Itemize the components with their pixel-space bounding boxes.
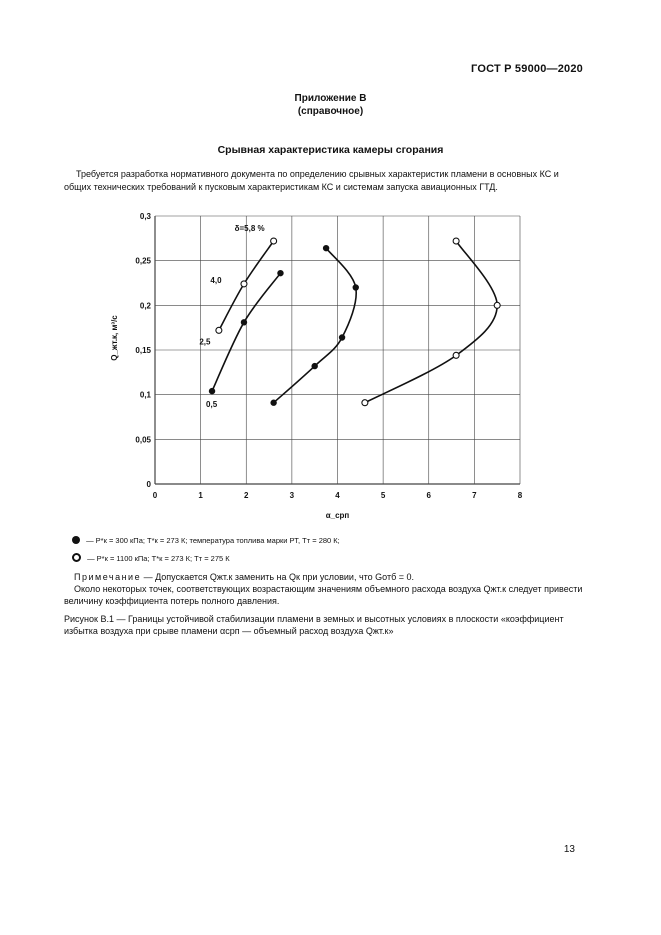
y-tick-label: 0 <box>146 480 151 489</box>
y-tick-label: 0,3 <box>139 212 151 221</box>
data-point-open <box>241 281 247 287</box>
y-axis-label: Q_жт.к, м³/с <box>110 315 119 361</box>
appendix-subtitle: (справочное) <box>297 106 364 117</box>
x-tick-label: 4 <box>335 491 340 500</box>
x-tick-label: 2 <box>244 491 249 500</box>
y-tick-label: 0,15 <box>135 346 151 355</box>
x-tick-label: 1 <box>198 491 203 500</box>
data-point-filled <box>270 400 276 406</box>
x-tick-label: 8 <box>517 491 523 500</box>
y-tick-label: 0,2 <box>139 301 151 311</box>
series-line <box>365 241 497 403</box>
legend-item-filled <box>72 536 340 545</box>
open-circle-icon <box>72 553 81 562</box>
x-tick-label: 3 <box>289 491 295 500</box>
data-point-filled <box>323 245 329 251</box>
annotation-label: 0,5 <box>206 400 218 410</box>
data-point-open <box>453 352 459 358</box>
data-point-filled <box>353 284 359 290</box>
note-line-2: Около некоторых точек, соответствующих возрастающим значениям объемного расхода воздуха Qжт.к следует привести величину коэффициента потерь полного давления. <box>64 584 583 606</box>
note <box>64 571 588 607</box>
note-label: Примечание <box>74 572 142 582</box>
data-point-open <box>216 327 222 333</box>
page-number: 13 <box>563 844 575 855</box>
x-tick-label: 0 <box>152 491 158 500</box>
data-point-filled <box>311 363 317 369</box>
data-point-open <box>362 400 368 406</box>
data-point-open <box>271 238 277 244</box>
annotation-label: 2,5 <box>199 337 211 347</box>
x-tick-label: 6 <box>426 491 431 500</box>
data-point-open <box>453 238 459 244</box>
figure-caption: Рисунок В.1 — Границы устойчивой стабилизации пламени в земных и высотных условиях в плоскости «коэффициент избытка воздуха при срыве пламени αсрп — объемный расход воздуха Qжт.к» <box>64 614 564 636</box>
annotation-label: δ=5,8 % <box>234 224 265 234</box>
y-tick-label: 0,05 <box>135 435 151 445</box>
x-axis-label: α_срп <box>325 511 350 520</box>
note-line-1 <box>64 571 588 583</box>
legend-item-open <box>72 553 230 563</box>
series-line <box>274 248 357 403</box>
y-tick-label: 0,25 <box>135 256 151 266</box>
filled-circle-icon <box>72 536 80 544</box>
document-code: ГОСТ Р 59000—2020 <box>471 63 583 75</box>
note-text: — Допускается Qжт.к заменить на Qк при условии, что Gотб = 0. <box>143 572 415 582</box>
y-tick-label: 0,1 <box>139 390 151 400</box>
legend-text: — P*к = 300 кПа; T*к = 273 К; температура топлива марки РТ, Tт = 280 К; <box>86 536 340 545</box>
x-tick-label: 5 <box>380 491 386 500</box>
data-point-filled <box>339 334 345 340</box>
data-point-filled <box>209 388 215 394</box>
data-point-open <box>494 302 500 308</box>
data-point-filled <box>277 270 283 276</box>
legend-text: — P*к = 1100 кПа; T*к = 273 К; Tт = 275 К <box>87 554 230 563</box>
appendix-title: Приложение В <box>294 93 367 104</box>
section-title: Срывная характеристика камеры сгорания <box>217 144 444 156</box>
annotation-label: 4,0 <box>210 275 222 285</box>
x-tick-label: 7 <box>472 491 477 500</box>
data-point-filled <box>241 319 247 325</box>
intro-paragraph: Требуется разработка нормативного документа по определению срывных характеристик пламени в основных КС и общих технических требований к пусковым характеристикам КС и системам запуска авиационных ГТД. <box>64 169 559 192</box>
